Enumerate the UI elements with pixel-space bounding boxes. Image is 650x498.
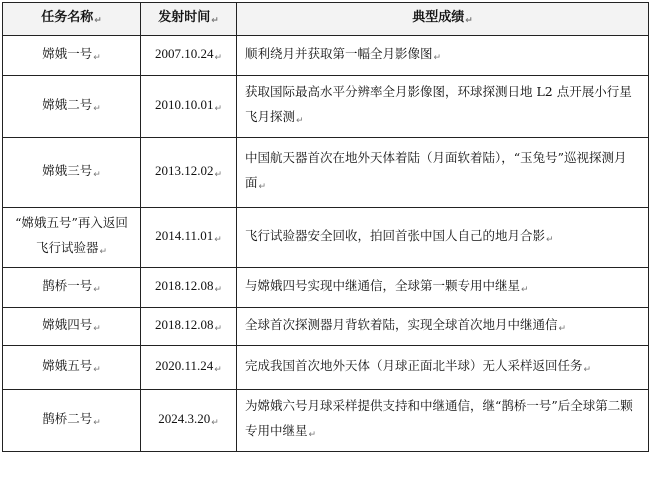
paragraph-mark-icon: ↵	[214, 52, 223, 63]
table-row	[3, 308, 649, 346]
achievement-cell: 飞行试验器安全回收，拍回首张中国人自己的地月合影↵	[237, 208, 649, 268]
paragraph-mark-icon: ↵	[93, 417, 101, 428]
achievement-cell: 与嫦娥四号实现中继通信，全球第一颗专用中继星↵	[237, 268, 649, 308]
table-row	[3, 390, 649, 452]
paragraph-mark-icon: ↵	[546, 234, 554, 245]
paragraph-mark-icon: ↵	[214, 364, 222, 375]
paragraph-mark-icon: ↵	[211, 417, 219, 428]
table-row	[3, 208, 649, 268]
achievement-cell: 中国航天器首次在地外天体着陆（月面软着陆），“玉兔号”巡视探测月面↵	[237, 138, 649, 208]
paragraph-mark-icon: ↵	[433, 52, 442, 63]
achievement-cell: 完成我国首次地外天体（月球正面北半球）无人采样返回任务↵	[237, 346, 649, 390]
achievement-cell: 为嫦娥六号月球采样提供支持和中继通信，继“鹊桥一号”后全球第二颗专用中继星↵	[237, 390, 649, 452]
paragraph-mark-icon: ↵	[99, 247, 108, 257]
achievement-cell: 顺利绕月并获取第一幅全月影像图↵	[237, 36, 649, 76]
paragraph-mark-icon: ↵	[93, 52, 101, 63]
launch-date-cell: 2010.10.01↵	[141, 76, 237, 138]
mission-name-cell: “嫦娥五号”再入返回飞行试验器↵	[3, 208, 141, 268]
launch-date-cell: 2018.12.08↵	[141, 308, 237, 346]
paragraph-mark-icon: ↵	[558, 323, 567, 334]
table-row	[3, 346, 649, 390]
table-row	[3, 268, 649, 308]
paragraph-mark-icon: ↵	[583, 364, 592, 375]
achievement-cell: 获取国际最高水平分辨率全月影像图，环球探测日地 L2 点开展小行星飞月探测↵	[237, 76, 649, 138]
paragraph-mark-icon: ↵	[93, 103, 101, 114]
paragraph-mark-icon: ↵	[258, 182, 267, 192]
mission-name-cell: 鹊桥一号↵	[3, 268, 141, 308]
table-row	[3, 138, 649, 208]
paragraph-mark-icon: ↵	[465, 15, 473, 26]
mission-name-cell: 嫦娥四号↵	[3, 308, 141, 346]
paragraph-mark-icon: ↵	[94, 15, 102, 26]
paragraph-mark-icon: ↵	[93, 284, 101, 295]
paragraph-mark-icon: ↵	[296, 116, 304, 126]
table-row	[3, 76, 649, 138]
paragraph-mark-icon: ↵	[93, 323, 101, 334]
header-achievement: 典型成绩↵	[237, 3, 649, 36]
launch-date-cell: 2020.11.24↵	[141, 346, 237, 390]
missions-table	[2, 2, 649, 452]
paragraph-mark-icon: ↵	[214, 234, 222, 245]
paragraph-mark-icon: ↵	[211, 15, 219, 26]
mission-name-cell: 嫦娥二号↵	[3, 76, 141, 138]
paragraph-mark-icon: ↵	[214, 284, 223, 295]
table-row	[3, 36, 649, 76]
paragraph-mark-icon: ↵	[93, 364, 101, 375]
paragraph-mark-icon: ↵	[214, 323, 223, 334]
launch-date-cell: 2014.11.01↵	[141, 208, 237, 268]
paragraph-mark-icon: ↵	[214, 103, 223, 114]
paragraph-mark-icon: ↵	[214, 169, 223, 180]
launch-date-cell: 2013.12.02↵	[141, 138, 237, 208]
mission-name-cell: 嫦娥一号↵	[3, 36, 141, 76]
launch-date-cell: 2018.12.08↵	[141, 268, 237, 308]
achievement-cell: 全球首次探测器月背软着陆，实现全球首次地月中继通信↵	[237, 308, 649, 346]
header-mission-name: 任务名称↵	[3, 3, 141, 36]
paragraph-mark-icon: ↵	[308, 430, 317, 440]
header-row	[3, 3, 649, 36]
mission-name-cell: 嫦娥五号↵	[3, 346, 141, 390]
header-launch-date: 发射时间↵	[141, 3, 237, 36]
mission-name-cell: 嫦娥三号↵	[3, 138, 141, 208]
launch-date-cell: 2024.3.20↵	[141, 390, 237, 452]
launch-date-cell: 2007.10.24↵	[141, 36, 237, 76]
paragraph-mark-icon: ↵	[93, 169, 101, 180]
paragraph-mark-icon: ↵	[521, 284, 529, 295]
mission-name-cell: 鹊桥二号↵	[3, 390, 141, 452]
